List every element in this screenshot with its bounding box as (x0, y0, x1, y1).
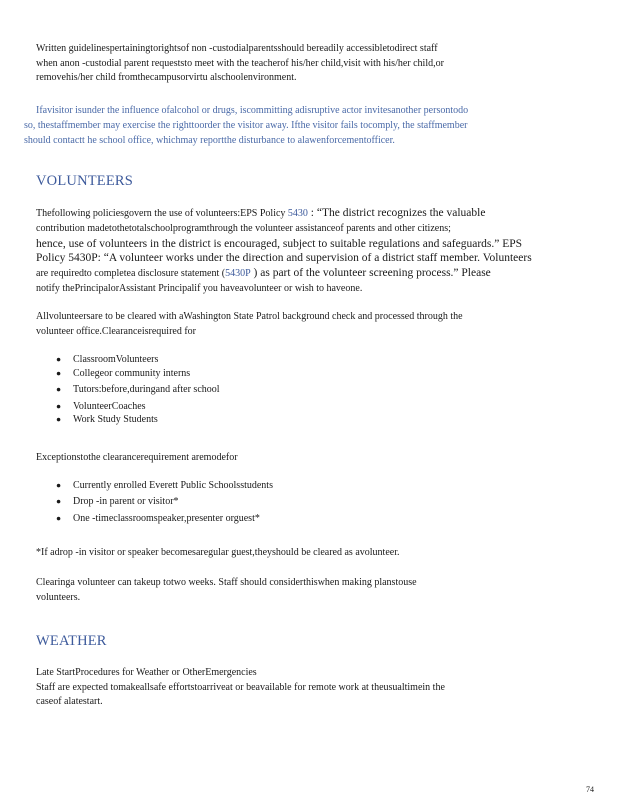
policy-5430p-link[interactable]: 5430P (225, 268, 251, 280)
exceptions-list (56, 479, 273, 526)
paragraph-line: volunteers. (36, 591, 81, 603)
paragraph-line: Allvolunteersare to be cleared with aWashington State Patrol background check and processed through the (36, 311, 463, 322)
weather-heading: WEATHER (36, 633, 107, 649)
paragraph-text: Thefollowing policiesgovern the use of volunteers:EPS Policy (36, 208, 288, 219)
list-item: ● Currently enrolled Everett Public Schoolsstudents (56, 479, 273, 493)
list-item: ● Drop -in parent or visitor* (56, 495, 273, 509)
paragraph-line: Ifavisitor isunder the influence ofalcohol or drugs, iscommitting adisruptive actor invitesanother persontodo (36, 105, 469, 116)
paragraph-line: hence, use of volunteers in the district is encouraged, subject to suitable regulations and safeguards.” EPS (36, 237, 523, 250)
list-item: ● ClassroomVolunteers (56, 353, 220, 367)
list-item: ● VolunteerCoaches (56, 400, 220, 414)
clearing-time-paragraph (36, 576, 560, 605)
paragraph-line: contribution madetothetotalschoolprogramthrough the volunteer assistanceof parents and other citizens; (36, 222, 451, 234)
paragraph-line: should contactt he school office, whichmay reportthe disturbance to alawenforcementofficer. (24, 135, 395, 146)
list-item: ● One -timeclassroomspeaker,presenter orguest* (56, 512, 273, 526)
page-number: 74 (586, 785, 594, 794)
paragraph-text: are requiredto completea disclosure statement ( (36, 268, 226, 280)
list-item: ● Tutors:before,duringand after school (56, 383, 220, 397)
paragraph-text: : “The district recognizes the valuable (307, 207, 486, 219)
paragraph-line: caseof alatestart. (36, 696, 103, 707)
paragraph-line: volunteer office.Clearanceisrequired for (36, 325, 197, 337)
paragraph-line: Written guidelinespertainingtorightsof non -custodialparentsshould bereadily accessibletodirect staff (36, 43, 438, 54)
list-item: ● Work Study Students (56, 413, 220, 427)
exceptions-label: Exceptionstothe clearancerequirement aremodefor (36, 452, 238, 463)
paragraph-line: Policy 5430P: “A volunteer works under the direction and supervision of a district staff member. Volunteers (36, 252, 532, 265)
weather-paragraph (36, 666, 560, 710)
policy-5430-link[interactable]: 5430 (287, 208, 308, 219)
late-start-subheading: Late StartProcedures for Weather or OtherEmergencies (36, 667, 257, 678)
paragraph-line: notify thePrincipalorAssistant Principalif you haveavolunteer or wish to haveone. (36, 282, 363, 294)
clearance-list (56, 353, 220, 427)
footnote: *If adrop -in visitor or speaker becomesaregular guest,theyshould be cleared as avolunteer. (36, 547, 400, 558)
volunteers-heading: VOLUNTEERS (36, 173, 134, 189)
clearance-paragraph (36, 310, 560, 339)
list-item: ● Collegeor community interns (56, 367, 220, 381)
paragraph-text: ) as part of the volunteer screening process.” Please (250, 267, 491, 280)
paragraph-line: so, thestaffmember may exercise the righttoorder the visitor away. Ifthe visitor fails tocomply, the staffmember (24, 120, 468, 131)
paragraph-line: removehis/her child fromthecampusorvirtu alschoolenvironment. (36, 72, 297, 83)
paragraph-line: Staff are expected tomakeallsafe effortstoarriveat or beavailable for remote work at theusualtimein the (36, 681, 445, 693)
paragraph-line: when anon -custodial parent requeststo meet with the teacherof his/her child,visit with his/her child,or (36, 57, 444, 69)
paragraph-line: Clearinga volunteer can takeup totwo weeks. Staff should considerthiswhen making planstouse (36, 577, 417, 588)
disruptive-visitor-paragraph (24, 103, 550, 148)
custodial-parent-paragraph (36, 42, 560, 86)
volunteer-policy-paragraph (36, 206, 560, 297)
